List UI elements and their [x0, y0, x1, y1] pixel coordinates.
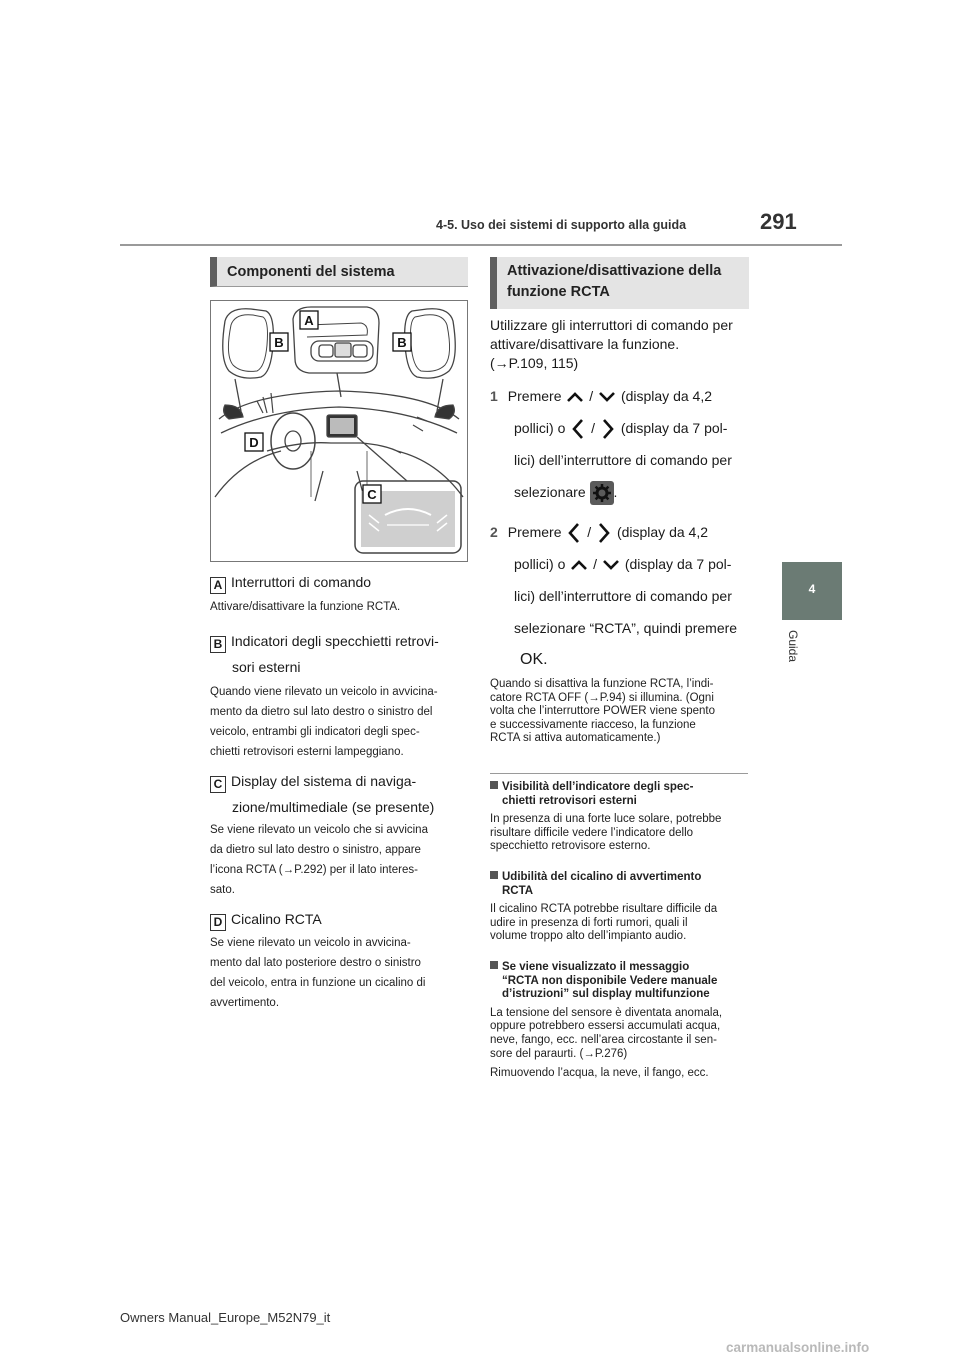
label-b-right: B — [397, 335, 407, 350]
gear-icon — [590, 481, 614, 505]
section-heading-components: Componenti del sistema — [210, 257, 468, 287]
letter-b: B — [210, 636, 226, 653]
item-b-title: B Indicatori degli specchietti retrovi- — [210, 629, 439, 653]
dashboard-illustration — [211, 301, 467, 561]
label-c: C — [367, 487, 377, 502]
system-components-figure — [210, 300, 468, 562]
bullet-message: Se viene visualizzato il messaggio “RCTA non disponibile Vedere manuale d’istruzioni” sul display multifunzione La tensione del sensore è diventata anomala, oppure potrebbero essersi accumulati acqua, neve, fango, ecc. nell’area circostante il sen- sore del paraurti. (→P.276) Rimuovendo l’acqua, la neve, il fango, ecc. — [490, 961, 723, 1080]
chevron-right-icon — [595, 522, 613, 544]
item-b-title-line2: sori esterni — [232, 659, 301, 675]
item-c-title: C Display del sistema di naviga- — [210, 769, 416, 793]
chevron-left-icon — [569, 418, 587, 440]
intro-text: Utilizzare gli interruttori di comando per attivare/disattivare la funzione. (→P.109, 115) — [490, 317, 733, 371]
chevron-right-icon — [599, 418, 617, 440]
letter-a: A — [210, 577, 226, 594]
chapter-number: 4 — [808, 582, 816, 596]
label-b-left: B — [274, 335, 284, 350]
chapter-label-text: Guida — [786, 630, 800, 663]
label-a: A — [304, 313, 314, 328]
steering-wheel — [271, 413, 315, 469]
page-number: 291 — [760, 209, 797, 234]
right-mirror-outline — [405, 309, 456, 378]
section-heading-rcta: Attivazione/disattivazione della funzione RCTA — [490, 257, 749, 309]
footer-manual-id: Owners Manual_Europe_M52N79_it — [120, 1310, 331, 1325]
bullet-audibility: Udibilità del cicalino di avvertimento RCTA Il cicalino RCTA potrebbe risultare difficile da udire in presenza di forti rumori, quali il volume troppo alto dell’impianto audio. — [490, 871, 718, 943]
section-header: 4-5. Uso dei sistemi di supporto alla guida — [436, 218, 687, 232]
item-c-body: Se viene rilevato un veicolo che si avvicina da dietro sul lato destro o sinistro, appare l’icona RCTA (→P.292) per il lato interes- sato. — [210, 824, 428, 896]
bullet-square-icon — [490, 781, 498, 789]
chapter-label — [786, 630, 814, 670]
bullet-square-icon — [490, 961, 498, 969]
letter-d: D — [210, 914, 226, 931]
left-mirror-outline — [223, 309, 274, 378]
note-divider — [490, 773, 748, 774]
step-1: 1 Premere / (display da 4,2 pollici) o / (display da 7 pol- lici) dell’interruttore di comando per selezionare . — [490, 380, 760, 508]
label-d: D — [249, 435, 259, 450]
rcta-off-note: Quando si disattiva la funzione RCTA, l’indi- catore RCTA OFF (→P.94) si illumina. (Ogni volta che l’interruttore POWER viene spento e successivamente riacceso, la funzione RCTA si attiva automaticamente.) — [490, 678, 715, 745]
chevron-up-icon — [569, 558, 589, 572]
chevron-up-icon — [565, 390, 585, 404]
chevron-left-icon — [565, 522, 583, 544]
bullet-visibility: Visibilità dell’indicatore degli spec- chietti retrovisori esterni In presenza di una forte luce solare, potrebbe risultare difficile vedere l’indicatore dello specchietto retrovisore esterno. — [490, 781, 722, 853]
item-a-title: A Interruttori di comando — [210, 570, 371, 594]
item-a-body: Attivare/disattivare la funzione RCTA. — [210, 601, 401, 613]
item-d-body: Se viene rilevato un veicolo in avvicina- mento dal lato posteriore destro o sinistro del veicolo, entra in funzione un cicalino di avvertimento. — [210, 937, 426, 1009]
ok-button-glyph: OK — [520, 651, 544, 668]
step-2: 2 Premere / (display da 4,2 pollici) o / (display da 7 pol- lici) dell’interruttore di comando per selezionare “RCTA”, quindi premere OK. — [490, 524, 738, 668]
chevron-down-icon — [601, 558, 621, 572]
item-d-title: D Cicalino RCTA — [210, 907, 322, 931]
header-divider — [120, 244, 842, 246]
item-c-title-line2: zione/multimediale (se presente) — [232, 799, 435, 815]
item-b-body: Quando viene rilevato un veicolo in avvicina- mento da dietro sul lato destro o sinistro del veicolo, entrambi gli indicatori degli spec- chietti retrovisori esterni lampeggiano. — [210, 686, 438, 758]
chevron-down-icon — [597, 390, 617, 404]
bullet-square-icon — [490, 871, 498, 879]
letter-c: C — [210, 776, 226, 793]
watermark: carmanualsonline.info — [726, 1340, 870, 1355]
